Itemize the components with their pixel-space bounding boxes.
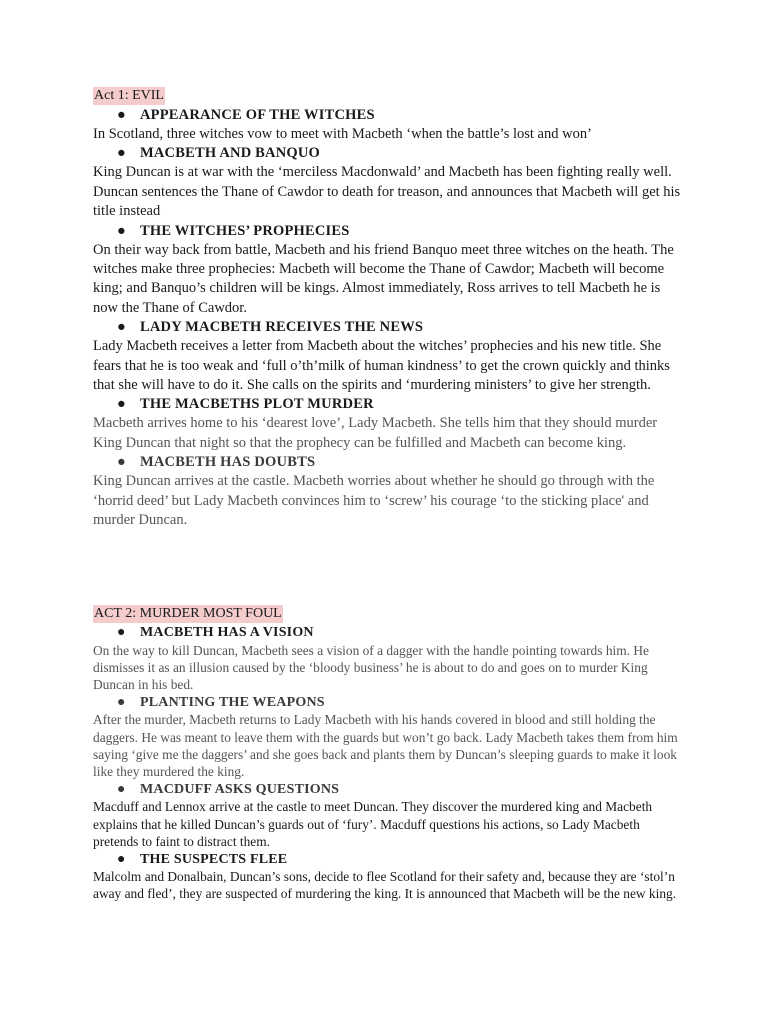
- topic-body: Macduff and Lennox arrive at the castle to meet Duncan. They discover the murdered king and Macbeth explains that he killed Duncan’s guards out of ‘fury’. Macduff questions his actions, so Lady Macbeth pretends to faint to distract them.: [93, 799, 653, 850]
- topic-title: MACDUFF ASKS QUESTIONS: [140, 781, 340, 797]
- bullet-icon: ●: [117, 851, 126, 867]
- topic-body: On their way back from battle, Macbeth and his friend Banquo meet three witches on the heath. The witches make three prophecies: Macbeth will become the Thane of Cawdor; Macbeth will become king; and Banquo’s children will be kings. Almost immediately, Ross arrives to tell Macbeth he is now the Thane of Cawdor.: [93, 241, 674, 316]
- bullet-icon: ●: [117, 145, 126, 162]
- topic-the-suspects-flee: [93, 851, 683, 869]
- topic-title: PLANTING THE WEAPONS: [140, 694, 325, 710]
- topic-macbeth-and-banquo: [93, 144, 683, 163]
- topic-body: King Duncan arrives at the castle. Macbeth worries about whether he should go through with the ‘horrid deed’ but Lady Macbeth convinces him to ‘screw’ his courage ‘to the sticking place' and murder Duncan.: [93, 473, 655, 529]
- bullet-icon: ●: [117, 222, 126, 239]
- topic-title: MACBETH HAS A VISION: [140, 625, 314, 640]
- topic-title: THE MACBETHS PLOT MURDER: [140, 396, 374, 413]
- act-2-heading: ACT 2: MURDER MOST FOUL: [94, 606, 282, 621]
- topic-body: On the way to kill Duncan, Macbeth sees a vision of a dagger with the handle pointing towards him. He dismisses it as an illusion caused by the ‘bloody business’ he is about to do and goes on to murder King Duncan in his bed.: [93, 642, 649, 693]
- topic-title: MACBETH HAS DOUBTS: [140, 454, 316, 471]
- topic-body: Lady Macbeth receives a letter from Macbeth about the witches’ prophecies and his new title. She fears that he is too weak and ‘full o’th’milk of human kindness’ to get the crown quickly and thinks that she will have to do it. She calls on the spirits and ‘murdering ministers’ to give her strength.: [93, 338, 670, 394]
- topic-the-witches-prophecies: [93, 222, 683, 241]
- topic-lady-macbeth-receives-the-news: [93, 318, 683, 337]
- topic-title: LADY MACBETH RECEIVES THE NEWS: [140, 319, 424, 336]
- topic-macbeth-has-doubts: [93, 453, 683, 472]
- topic-planting-the-weapons: [93, 694, 683, 712]
- act-1-heading: Act 1: EVIL: [94, 88, 164, 103]
- topic-title: THE WITCHES’ PROPHECIES: [140, 222, 350, 239]
- act-1-section: [93, 86, 683, 531]
- topic-body: Malcolm and Donalbain, Duncan’s sons, decide to flee Scotland for their safety and, because they are ‘stol’n away and fled’, they are suspected of murdering the king. It is announced that Macbeth will be the new king.: [93, 869, 677, 902]
- act-2-section: [93, 604, 683, 903]
- topic-title: THE SUSPECTS FLEE: [140, 851, 288, 867]
- bullet-icon: ●: [117, 396, 126, 413]
- bullet-icon: ●: [117, 694, 126, 710]
- topic-body: Macbeth arrives home to his ‘dearest love’, Lady Macbeth. She tells him that they should murder King Duncan that night so that the prophecy can be fulfilled and Macbeth can become king.: [93, 415, 658, 451]
- topic-title: APPEARANCE OF THE WITCHES: [140, 107, 375, 123]
- bullet-icon: ●: [117, 454, 126, 471]
- topic-the-macbeths-plot-murder: [93, 395, 683, 414]
- bullet-icon: ●: [117, 319, 126, 336]
- topic-body: King Duncan is at war with the ‘merciless Macdonwald’ and Macbeth has been fighting really well. Duncan sentences the Thane of Cawdor to death for treason, and announces that Macbeth will get his title instead: [93, 164, 681, 220]
- bullet-icon: ●: [117, 107, 126, 123]
- topic-appearance-of-the-witches: [93, 106, 683, 125]
- bullet-icon: ●: [117, 781, 126, 797]
- topic-macbeth-has-a-vision: [93, 624, 683, 642]
- bullet-icon: ●: [117, 625, 126, 640]
- topic-macduff-asks-questions: [93, 781, 683, 799]
- topic-body: After the murder, Macbeth returns to Lady Macbeth with his hands covered in blood and still holding the daggers. He was meant to leave them with the guards but won’t go back. Lady Macbeth takes them from him saying ‘give me the daggers’ and she goes back and plants them by Duncan’s sleeping guards to make it look like they murdered the king.: [93, 712, 678, 780]
- topic-body: In Scotland, three witches vow to meet with Macbeth ‘when the battle’s lost and won’: [93, 126, 592, 142]
- topic-title: MACBETH AND BANQUO: [140, 145, 321, 162]
